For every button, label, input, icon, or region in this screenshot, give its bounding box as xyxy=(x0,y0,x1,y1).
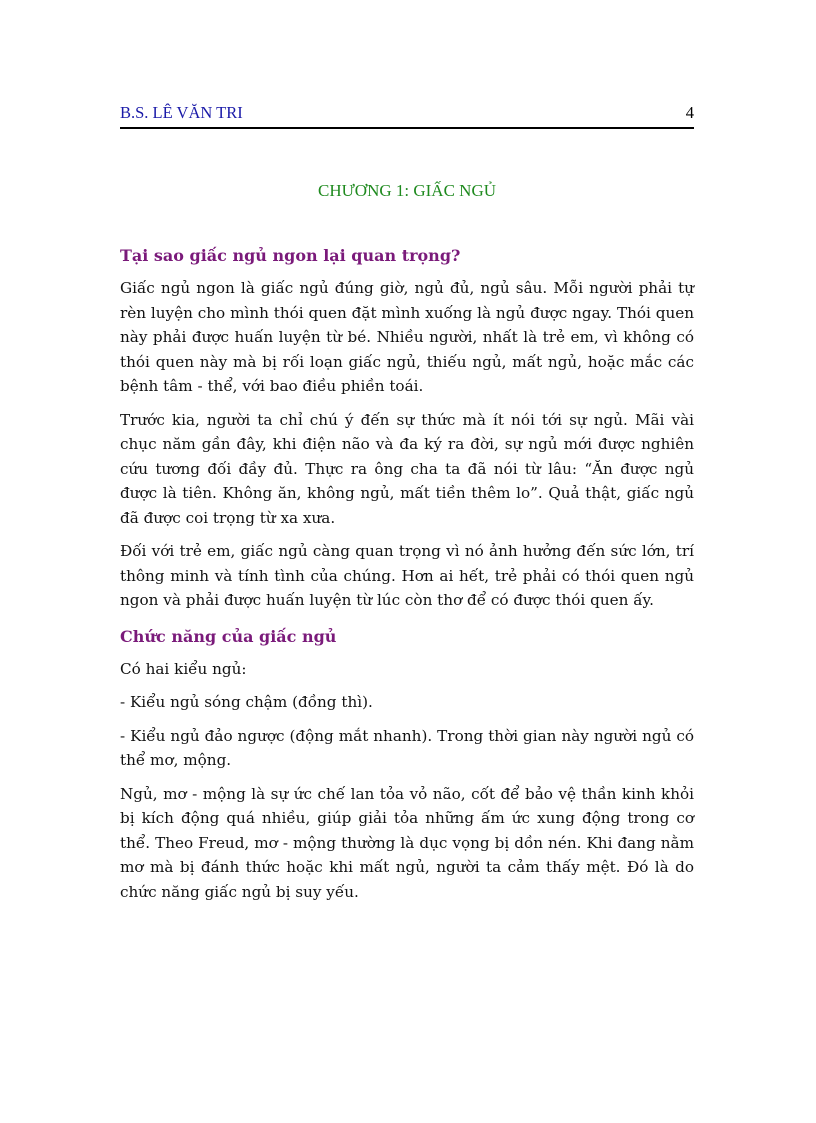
section-heading-importance: Tại sao giấc ngủ ngon lại quan trọng? xyxy=(120,246,461,265)
document-body xyxy=(120,244,694,913)
paragraph: Đối với trẻ em, giấc ngủ càng quan trọng vì nó ảnh hưởng đến sức lớn, trí thông minh và tính tình của chúng. Hơn ai hết, trẻ phải có thói quen ngủ ngon và phải được huấn luyện từ lúc còn thơ để có được thói quen ấy. xyxy=(120,542,694,609)
chapter-title: CHƯƠNG 1: GIẤC NGỦ xyxy=(318,181,496,200)
section-heading-function: Chức năng của giấc ngủ xyxy=(120,626,337,646)
paragraph: Có hai kiểu ngủ: xyxy=(120,659,247,678)
list-item: - Kiểu ngủ sóng chậm (đồng thì). xyxy=(120,693,373,711)
paragraph: Ngủ, mơ - mộng là sự ức chế lan tỏa vỏ não, cốt để bảo vệ thần kinh khỏi bị kích động quá nhiều, giúp giải tỏa những ấm ức xung động trong cơ thể. Theo Freud, mơ - mộng thường là dục vọng bị dồn nén. Khi đang nằm mơ mà bị đánh thức hoặc khi mất ngủ, người ta cảm thấy mệt. Đó là do chức năng giấc ngủ bị suy yếu. xyxy=(120,784,694,901)
paragraph: Trước kia, người ta chỉ chú ý đến sự thức mà ít nói tới sự ngủ. Mãi vài chục năm gần đây, khi điện não và đa ký ra đời, sự ngủ mới được nghiên cứu tương đối đầy đủ. Thực ra ông cha ta đã nói từ lâu: “Ăn được ngủ được là tiên. Không ăn, không ngủ, mất tiền thêm lo”. Quả thật, giấc ngủ đã được coi trọng từ xa xưa. xyxy=(120,410,694,527)
header-author: B.S. LÊ VĂN TRI xyxy=(120,103,243,122)
paragraph: Giấc ngủ ngon là giấc ngủ đúng giờ, ngủ đủ, ngủ sâu. Mỗi người phải tự rèn luyện cho mình thói quen đặt mình xuống là ngủ được ngay. Thói quen này phải được huấn luyện từ bé. Nhiều người, nhất là trẻ em, vì không có thói quen này mà bị rối loạn giấc ngủ, thiếu ngủ, mất ngủ, hoặc mắc các bệnh tâm - thể, với bao điều phiền toái. xyxy=(120,279,694,395)
page-number: 4 xyxy=(685,103,694,122)
list-item: - Kiểu ngủ đảo ngược (động mắt nhanh). Trong thời gian này người ngủ có thể mơ, mộng. xyxy=(120,726,694,769)
page-header xyxy=(120,103,694,129)
